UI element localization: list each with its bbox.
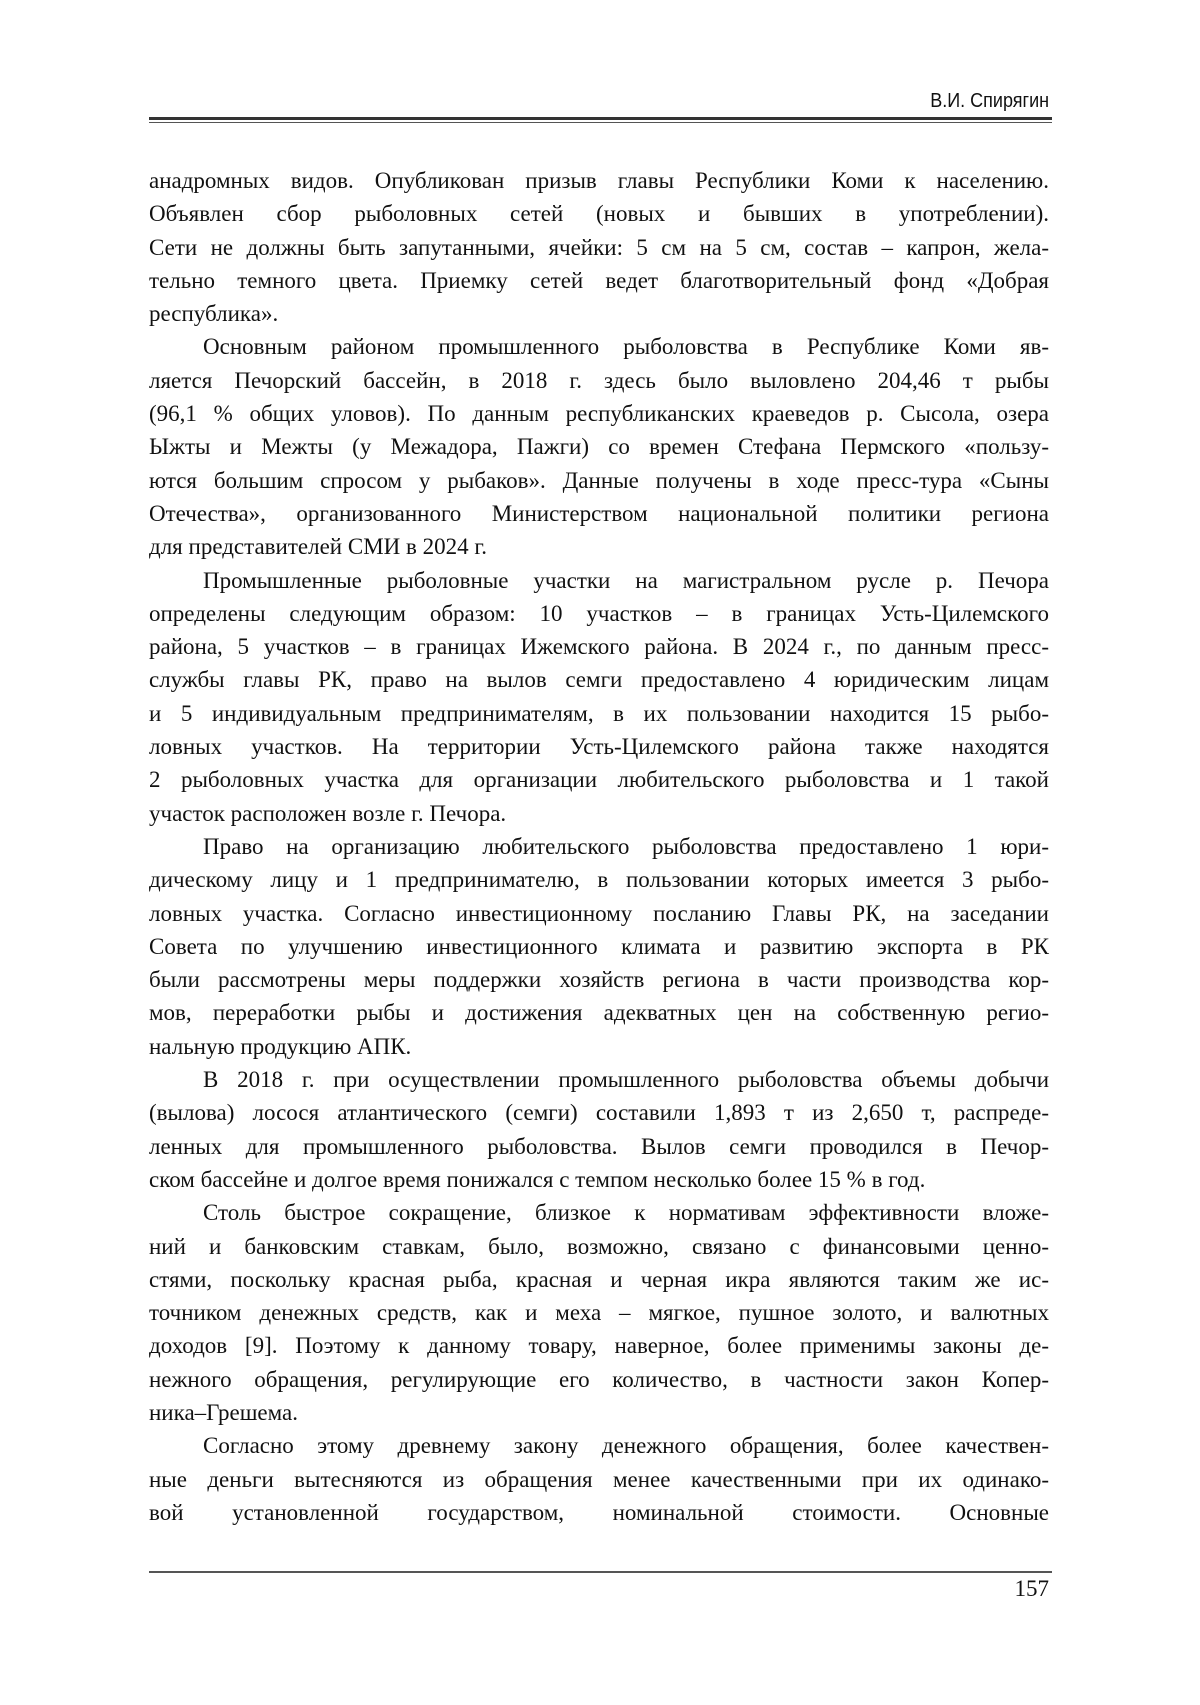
text-line: нежного обращения, регулирующие его количество, в частности закон Копер-	[149, 1366, 1049, 1392]
text-line: мов, переработки рыбы и достижения адекватных цен на собственную регио-	[149, 1000, 1049, 1026]
text-line: Столь быстрое сокращение, близкое к нормативам эффективности вложе-	[203, 1200, 1049, 1226]
paragraph	[149, 330, 1049, 563]
text-line: Основным районом промышленного рыболовства в Республике Коми яв-	[203, 334, 1049, 360]
text-line: ском бассейне и долгое время понижался с темпом несколько более 15 % в год.	[149, 1166, 926, 1192]
text-line: ются большим спросом у рыбаков». Данные получены в ходе пресс-тура «Сыны	[149, 467, 1049, 493]
text-line: вой установленной государством, номинальной стоимости. Основные	[149, 1499, 1049, 1525]
header-rule-thin	[149, 122, 1052, 123]
text-line: Ыжты и Межты (у Межадора, Пажги) со времен Стефана Пермского «пользу-	[149, 434, 1049, 460]
paragraph	[149, 1196, 1049, 1429]
text-line: определены следующим образом: 10 участков – в границах Усть-Цилемского	[149, 600, 1049, 626]
paragraph	[149, 830, 1049, 1063]
text-line: доходов [9]. Поэтому к данному товару, наверное, более применимы законы де-	[149, 1333, 1049, 1359]
body-text	[149, 164, 1049, 1529]
text-line: республика».	[149, 301, 279, 327]
text-line: Отечества», организованного Министерством национальной политики региона	[149, 500, 1049, 526]
text-line: (96,1 % общих уловов). По данным республиканских краеведов р. Сысола, озера	[149, 401, 1049, 427]
text-line: Промышленные рыболовные участки на магистральном русле р. Печора	[203, 567, 1049, 593]
text-line: ловных участка. Согласно инвестиционному посланию Главы РК, на заседании	[149, 900, 1049, 926]
text-line: ловных участков. На территории Усть-Цилемского района также находятся	[149, 734, 1049, 760]
text-line: ные деньги вытесняются из обращения менее качественными при их одинако-	[149, 1466, 1049, 1492]
header-rule-thick	[149, 117, 1052, 120]
text-line: дическому лицу и 1 предпринимателю, в пользовании которых имеется 3 рыбо-	[149, 867, 1049, 893]
text-line: района, 5 участков – в границах Ижемского района. В 2024 г., по данным пресс-	[149, 634, 1049, 660]
text-line: стями, поскольку красная рыба, красная и черная икра являются таким же ис-	[149, 1266, 1049, 1292]
text-line: ний и банковским ставкам, было, возможно, связано с финансовыми ценно-	[149, 1233, 1049, 1259]
text-line: Право на организацию любительского рыболовства предоставлено 1 юри-	[203, 833, 1049, 859]
running-header-author: В.И. Спирягин	[930, 90, 1049, 112]
text-line: тельно темного цвета. Приемку сетей ведет благотворительный фонд «Добрая	[149, 267, 1049, 293]
paragraph	[149, 164, 1049, 330]
text-line: участок расположен возле г. Печора.	[149, 800, 507, 826]
text-line: В 2018 г. при осуществлении промышленного рыболовства объемы добычи	[203, 1067, 1049, 1093]
text-line: ляется Печорский бассейн, в 2018 г. здесь было выловлено 204,46 т рыбы	[149, 367, 1049, 393]
text-line: службы главы РК, право на вылов семги предоставлено 4 юридическим лицам	[149, 667, 1049, 693]
text-line: Совета по улучшению инвестиционного климата и развитию экспорта в РК	[149, 933, 1049, 959]
text-line: точником денежных средств, как и меха – мягкое, пушное золото, и валютных	[149, 1300, 1049, 1326]
page-number: 157	[1014, 1576, 1049, 1601]
text-line: 2 рыболовных участка для организации любительского рыболовства и 1 такой	[149, 767, 1049, 793]
text-line: Сети не должны быть запутанными, ячейки: 5 см на 5 см, состав – капрон, жела-	[149, 234, 1049, 260]
text-line: ника–Грешема.	[149, 1399, 298, 1425]
paragraph	[149, 1429, 1049, 1529]
paragraph	[149, 564, 1049, 830]
text-line: Объявлен сбор рыболовных сетей (новых и бывших в употреблении).	[149, 201, 1049, 227]
paragraph	[149, 1063, 1049, 1196]
footer-rule	[149, 1571, 1052, 1573]
text-line: и 5 индивидуальным предпринимателям, в их пользовании находится 15 рыбо-	[149, 700, 1049, 726]
text-line: анадромных видов. Опубликован призыв главы Республики Коми к населению.	[149, 168, 1049, 193]
text-line: для представителей СМИ в 2024 г.	[149, 534, 487, 560]
text-line: были рассмотрены меры поддержки хозяйств региона в части производства кор-	[149, 967, 1049, 993]
text-line: ленных для промышленного рыболовства. Вылов семги проводился в Печор-	[149, 1133, 1049, 1159]
text-line: Согласно этому древнему закону денежного обращения, более качествен-	[203, 1433, 1049, 1459]
text-line: нальную продукцию АПК.	[149, 1033, 412, 1059]
text-line: (вылова) лосося атлантического (семги) составили 1,893 т из 2,650 т, распреде-	[149, 1100, 1049, 1126]
